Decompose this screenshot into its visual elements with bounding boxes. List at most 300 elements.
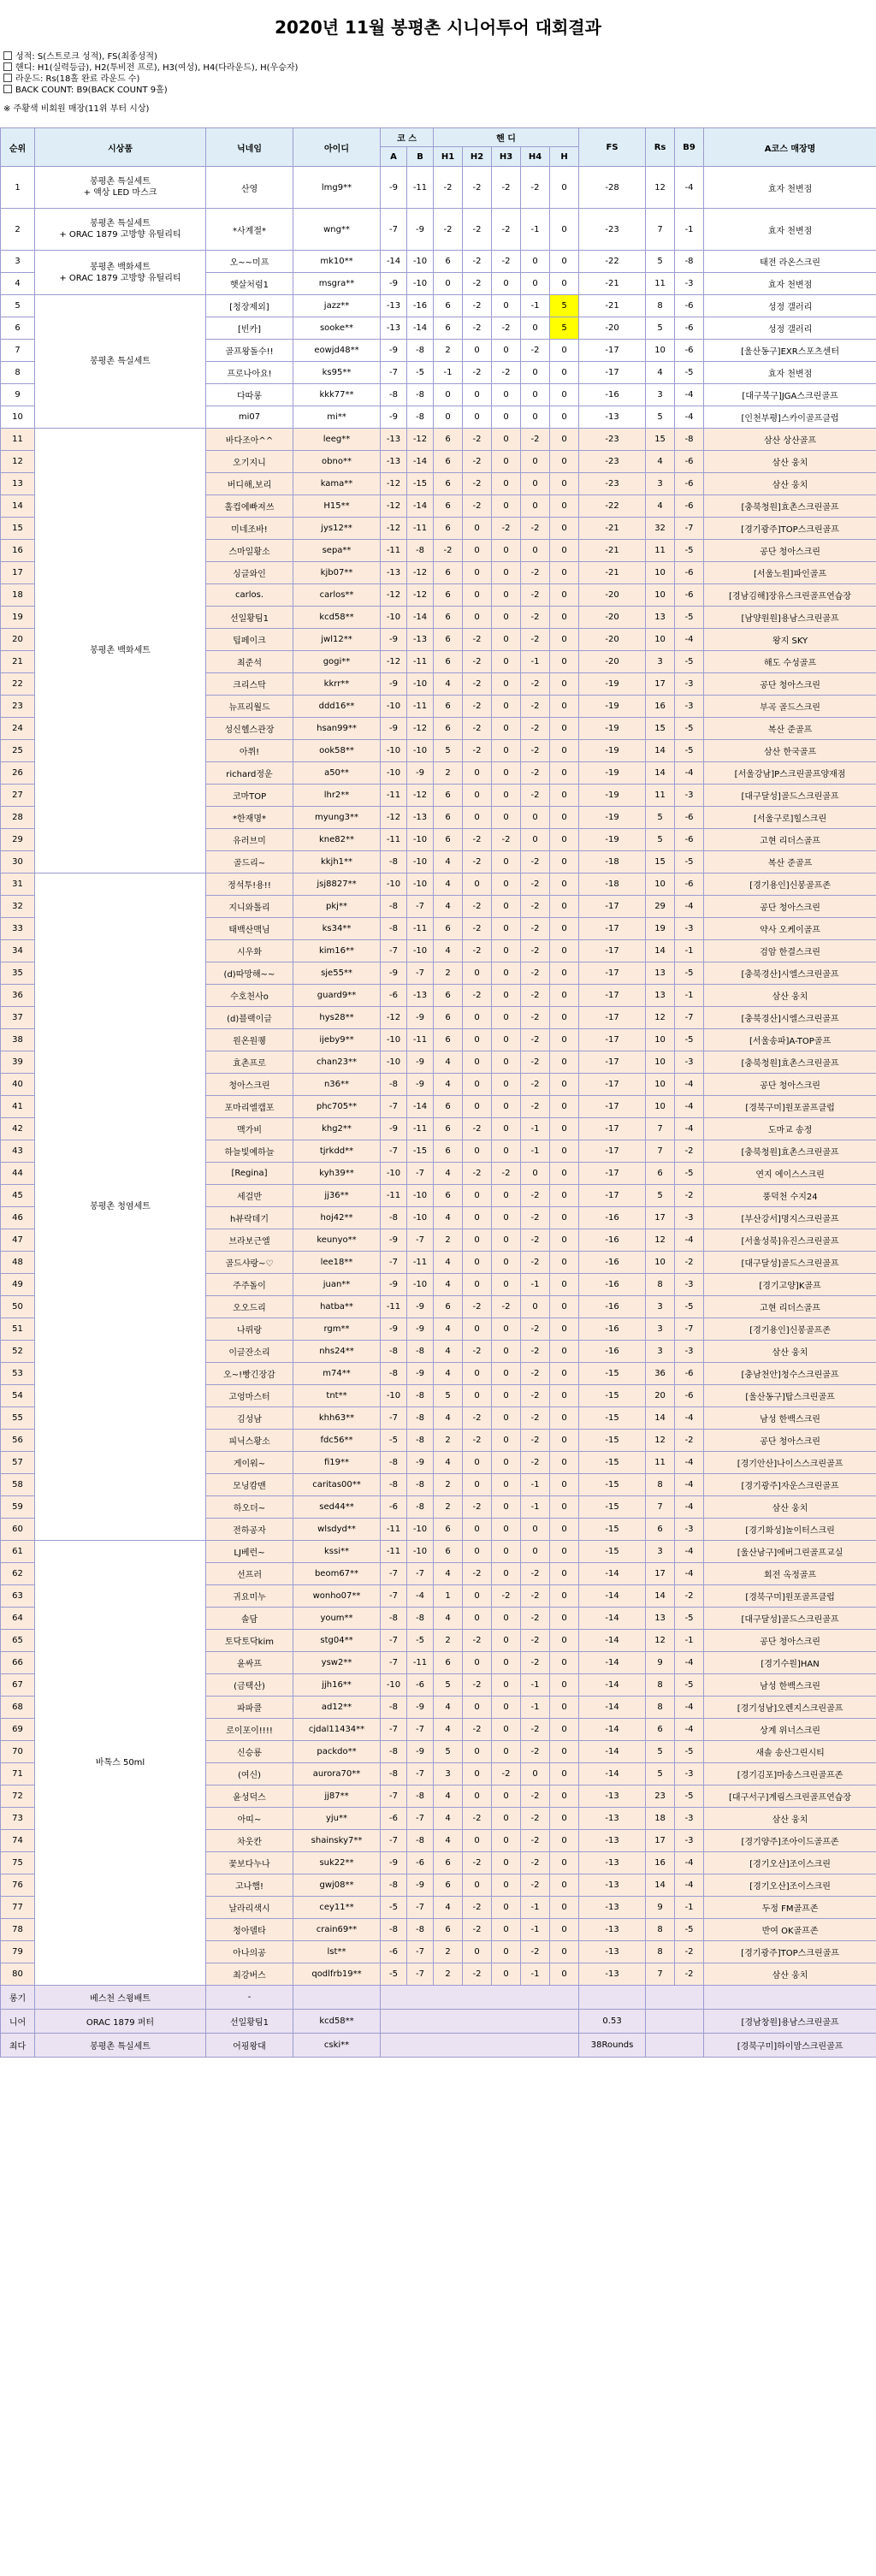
nick-cell: 포마리엘캡포: [206, 1096, 293, 1118]
nick-cell: 오~~미프: [206, 251, 293, 273]
fs-cell: -13: [579, 1941, 646, 1963]
h-cell: 0: [550, 429, 579, 451]
rs-cell: 5: [646, 1763, 675, 1785]
h2-cell: -2: [463, 651, 492, 673]
rank-cell: 29: [1, 829, 35, 851]
h-cell: 0: [550, 1630, 579, 1652]
nick-cell: 나뤼랑: [206, 1318, 293, 1341]
b9-cell: -5: [675, 607, 704, 629]
rs-cell: 8: [646, 1941, 675, 1963]
h1-cell: 2: [434, 1430, 463, 1452]
rank-cell: 40: [1, 1074, 35, 1096]
h2-cell: 0: [463, 962, 492, 985]
rank-cell: 62: [1, 1563, 35, 1585]
h4-cell: -2: [521, 1630, 550, 1652]
h3-cell: 0: [492, 1029, 521, 1051]
h4-cell: -2: [521, 940, 550, 962]
fs-cell: -14: [579, 1763, 646, 1785]
h1-cell: 6: [434, 562, 463, 584]
table-row: [1, 209, 876, 251]
b9-cell: -6: [675, 473, 704, 495]
a-cell: -8: [381, 1608, 407, 1630]
nick-cell: 오~!빵긴장감: [206, 1363, 293, 1385]
rs-cell: 14: [646, 940, 675, 962]
store-cell: 연지 에이스스크린: [704, 1163, 876, 1185]
b9-cell: -3: [675, 1830, 704, 1852]
h4-cell: -2: [521, 429, 550, 451]
h3-cell: -2: [492, 518, 521, 540]
fs-cell: -20: [579, 607, 646, 629]
rs-cell: 9: [646, 1652, 675, 1674]
fs-cell: -22: [579, 495, 646, 518]
rs-cell: 7: [646, 1140, 675, 1163]
h1-cell: 4: [434, 1830, 463, 1852]
b-cell: -10: [407, 273, 434, 295]
h2-cell: -2: [463, 1430, 492, 1452]
note-item: 핸디: H1(실력등급), H2(투비전 프로), H3(여성), H4(다라운드), H(우승자): [3, 62, 876, 74]
rs-cell: 8: [646, 1674, 675, 1697]
nick-cell: 윤성덕스: [206, 1785, 293, 1808]
h1-cell: 4: [434, 1563, 463, 1585]
store-cell: 약사 오케이골프: [704, 918, 876, 940]
h-cell: 0: [550, 718, 579, 740]
rs-cell: 5: [646, 829, 675, 851]
b-cell: -10: [407, 1274, 434, 1296]
fs-cell: -17: [579, 940, 646, 962]
b-cell: -11: [407, 1029, 434, 1051]
rank-cell: 21: [1, 651, 35, 673]
nick-cell: 오기지니: [206, 451, 293, 473]
h4-cell: -2: [521, 851, 550, 873]
h-cell: 0: [550, 1274, 579, 1296]
a-cell: -13: [381, 295, 407, 317]
h4-cell: 0: [521, 273, 550, 295]
h1-cell: 4: [434, 1207, 463, 1229]
h1-cell: 6: [434, 1919, 463, 1941]
rank-cell: 51: [1, 1318, 35, 1341]
checkbox-icon: [3, 85, 12, 93]
b-cell: -9: [407, 1697, 434, 1719]
b-cell: -14: [407, 607, 434, 629]
b-cell: -8: [407, 1407, 434, 1430]
h-cell: 0: [550, 740, 579, 762]
h3-cell: 0: [492, 607, 521, 629]
rs-cell: 16: [646, 696, 675, 718]
b-cell: -8: [407, 384, 434, 406]
nick-cell: 솔담: [206, 1608, 293, 1630]
h1-cell: 6: [434, 495, 463, 518]
id-cell: gwj08**: [293, 1874, 381, 1897]
rs-cell: 6: [646, 1163, 675, 1185]
a-cell: -9: [381, 962, 407, 985]
b9-cell: -5: [675, 1919, 704, 1941]
store-cell: 효자 천변점: [704, 362, 876, 384]
nick-cell: (d)따망해~~: [206, 962, 293, 985]
b-cell: -7: [407, 1229, 434, 1252]
fs-cell: -19: [579, 718, 646, 740]
rank-cell: 13: [1, 473, 35, 495]
store-cell: [경기광주]TOP스크린골프: [704, 518, 876, 540]
a-cell: -7: [381, 1096, 407, 1118]
rs-cell: 10: [646, 1252, 675, 1274]
store-cell: [경북구미]원포골프클럽: [704, 1585, 876, 1608]
fs-cell: -13: [579, 1919, 646, 1941]
rank-cell: 76: [1, 1874, 35, 1897]
h1-cell: 4: [434, 1719, 463, 1741]
a-cell: -12: [381, 473, 407, 495]
rs-cell: 14: [646, 740, 675, 762]
id-cell: juan**: [293, 1274, 381, 1296]
special-blank-cell: [381, 2034, 579, 2058]
fs-cell: -19: [579, 673, 646, 696]
store-cell: 삼산 웅치: [704, 1341, 876, 1363]
h4-cell: -2: [521, 1585, 550, 1608]
b-cell: -9: [407, 762, 434, 785]
rs-cell: 17: [646, 1563, 675, 1585]
b-cell: -12: [407, 785, 434, 807]
h-cell: 0: [550, 896, 579, 918]
h3-cell: 0: [492, 1630, 521, 1652]
a-cell: -7: [381, 1719, 407, 1741]
rs-cell: 10: [646, 1051, 675, 1074]
b-cell: -14: [407, 451, 434, 473]
h4-cell: 0: [521, 362, 550, 384]
h-cell: 0: [550, 918, 579, 940]
h3-cell: 0: [492, 696, 521, 718]
fs-cell: -15: [579, 1519, 646, 1541]
a-cell: -7: [381, 1630, 407, 1652]
b9-cell: -3: [675, 1051, 704, 1074]
table-row: [1, 429, 876, 451]
b9-cell: -1: [675, 1630, 704, 1652]
nick-cell: 골드리~: [206, 851, 293, 873]
checkbox-icon: [3, 51, 12, 60]
b9-cell: -4: [675, 1697, 704, 1719]
h-cell: 0: [550, 1919, 579, 1941]
b-cell: -11: [407, 1118, 434, 1140]
h2-cell: 0: [463, 1652, 492, 1674]
h2-cell: 0: [463, 1763, 492, 1785]
h1-cell: 6: [434, 785, 463, 807]
b-cell: -11: [407, 1252, 434, 1274]
h1-cell: 6: [434, 473, 463, 495]
fs-cell: -17: [579, 1140, 646, 1163]
b9-cell: -8: [675, 251, 704, 273]
h2-cell: -2: [463, 985, 492, 1007]
h3-cell: -2: [492, 167, 521, 209]
h3-cell: 0: [492, 1274, 521, 1296]
h2-cell: 0: [463, 384, 492, 406]
header-row: [1, 128, 876, 147]
id-cell: stg04**: [293, 1630, 381, 1652]
b-cell: -15: [407, 1140, 434, 1163]
rank-cell: 28: [1, 807, 35, 829]
h4-cell: -2: [521, 607, 550, 629]
b-cell: -11: [407, 1652, 434, 1674]
h-cell: 0: [550, 362, 579, 384]
a-cell: -11: [381, 785, 407, 807]
id-cell: sepa**: [293, 540, 381, 562]
special-id-cell: cski**: [293, 2034, 381, 2058]
id-cell: eowjd48**: [293, 340, 381, 362]
fs-cell: -23: [579, 429, 646, 451]
h4-cell: 0: [521, 1296, 550, 1318]
col-b9: B9: [675, 128, 704, 167]
h3-cell: 0: [492, 740, 521, 762]
rank-cell: 4: [1, 273, 35, 295]
h3-cell: 0: [492, 1229, 521, 1252]
h2-cell: 0: [463, 540, 492, 562]
rs-cell: 15: [646, 718, 675, 740]
store-cell: [인천부평]스카이골프클럽: [704, 406, 876, 429]
rs-cell: 11: [646, 1452, 675, 1474]
h-cell: 0: [550, 651, 579, 673]
nick-cell: 효촌프로: [206, 1051, 293, 1074]
h-cell: 0: [550, 629, 579, 651]
h-cell: 0: [550, 1096, 579, 1118]
rs-cell: 19: [646, 918, 675, 940]
h1-cell: 4: [434, 1163, 463, 1185]
fs-cell: -15: [579, 1496, 646, 1519]
h1-cell: 6: [434, 1007, 463, 1029]
h-cell: 0: [550, 1941, 579, 1963]
note-item: BACK COUNT: B9(BACK COUNT 9홀): [3, 85, 876, 96]
store-cell: 고현 리더스골프: [704, 829, 876, 851]
h-cell: 0: [550, 1608, 579, 1630]
h2-cell: -2: [463, 1719, 492, 1741]
h4-cell: 0: [521, 807, 550, 829]
b-cell: -10: [407, 1185, 434, 1207]
h1-cell: 6: [434, 1652, 463, 1674]
b9-cell: -4: [675, 406, 704, 429]
h1-cell: 2: [434, 340, 463, 362]
store-cell: [경기오산]조이스크린: [704, 1874, 876, 1897]
h1-cell: 2: [434, 1630, 463, 1652]
h-cell: 0: [550, 1118, 579, 1140]
h-cell: 0: [550, 1585, 579, 1608]
a-cell: -7: [381, 1585, 407, 1608]
h4-cell: -1: [521, 1274, 550, 1296]
h2-cell: -2: [463, 851, 492, 873]
rank-cell: 3: [1, 251, 35, 273]
special-label-cell: 롱기: [1, 1986, 35, 2010]
h4-cell: 0: [521, 473, 550, 495]
h2-cell: -2: [463, 940, 492, 962]
id-cell: hatba**: [293, 1296, 381, 1318]
rs-cell: 17: [646, 1207, 675, 1229]
rank-cell: 57: [1, 1452, 35, 1474]
rank-cell: 10: [1, 406, 35, 429]
b-cell: -8: [407, 1830, 434, 1852]
a-cell: -11: [381, 1185, 407, 1207]
b-cell: -7: [407, 1941, 434, 1963]
fs-cell: -14: [579, 1697, 646, 1719]
rank-cell: 45: [1, 1185, 35, 1207]
h-cell: 0: [550, 673, 579, 696]
store-cell: [경기용인]신봉골프존: [704, 1318, 876, 1341]
b9-cell: -4: [675, 1096, 704, 1118]
a-cell: -8: [381, 1763, 407, 1785]
id-cell: obno**: [293, 451, 381, 473]
id-cell: rgm**: [293, 1318, 381, 1341]
id-cell: msgra**: [293, 273, 381, 295]
b9-cell: -3: [675, 785, 704, 807]
fs-cell: -20: [579, 629, 646, 651]
col-prize: 시상품: [35, 128, 206, 167]
h-cell: 0: [550, 1363, 579, 1385]
id-cell: chan23**: [293, 1051, 381, 1074]
fs-cell: -13: [579, 406, 646, 429]
fs-cell: -17: [579, 1029, 646, 1051]
h2-cell: -2: [463, 1852, 492, 1874]
h4-cell: -2: [521, 1007, 550, 1029]
h4-cell: -2: [521, 740, 550, 762]
nick-cell: 청아델타: [206, 1919, 293, 1941]
h-cell: 0: [550, 1318, 579, 1341]
id-cell: pkj**: [293, 896, 381, 918]
store-cell: [남양원원]용남스크린골프: [704, 607, 876, 629]
a-cell: -10: [381, 696, 407, 718]
h1-cell: 4: [434, 1252, 463, 1274]
col-handi: 핸 디: [434, 128, 579, 147]
fs-cell: -15: [579, 1452, 646, 1474]
special-blank-cell: [646, 2034, 704, 2058]
b-cell: -7: [407, 1808, 434, 1830]
b9-cell: -4: [675, 167, 704, 209]
h4-cell: -2: [521, 1452, 550, 1474]
nick-cell: 브라보근엘: [206, 1229, 293, 1252]
h4-cell: -1: [521, 1140, 550, 1163]
a-cell: -6: [381, 985, 407, 1007]
h3-cell: 0: [492, 1341, 521, 1363]
h4-cell: -2: [521, 1341, 550, 1363]
fs-cell: -19: [579, 762, 646, 785]
fs-cell: -15: [579, 1385, 646, 1407]
b9-cell: -4: [675, 1652, 704, 1674]
a-cell: -9: [381, 1318, 407, 1341]
results-body: [1, 167, 876, 1986]
id-cell: lst**: [293, 1941, 381, 1963]
h1-cell: 6: [434, 651, 463, 673]
h1-cell: 5: [434, 740, 463, 762]
b9-cell: -8: [675, 429, 704, 451]
store-cell: 검암 한결스크린: [704, 940, 876, 962]
h3-cell: 0: [492, 918, 521, 940]
a-cell: -8: [381, 1741, 407, 1763]
h2-cell: 0: [463, 762, 492, 785]
h2-cell: 0: [463, 607, 492, 629]
a-cell: -10: [381, 1385, 407, 1407]
h4-cell: 0: [521, 1163, 550, 1185]
fs-cell: -21: [579, 518, 646, 540]
a-cell: -10: [381, 1029, 407, 1051]
h4-cell: 0: [521, 251, 550, 273]
h3-cell: 0: [492, 1830, 521, 1852]
rank-cell: 56: [1, 1430, 35, 1452]
a-cell: -7: [381, 1407, 407, 1430]
h3-cell: -2: [492, 1585, 521, 1608]
store-cell: 공단 청아스크린: [704, 540, 876, 562]
h2-cell: 0: [463, 1697, 492, 1719]
a-cell: -7: [381, 1140, 407, 1163]
store-cell: 공단 청아스크린: [704, 1074, 876, 1096]
rs-cell: 3: [646, 651, 675, 673]
fs-cell: -14: [579, 1741, 646, 1763]
h3-cell: 0: [492, 1519, 521, 1541]
id-cell: hoj42**: [293, 1207, 381, 1229]
id-cell: wng**: [293, 209, 381, 251]
h-cell: 5: [550, 317, 579, 340]
rank-cell: 68: [1, 1697, 35, 1719]
h-cell: 0: [550, 829, 579, 851]
id-cell: packdo**: [293, 1741, 381, 1763]
rs-cell: 17: [646, 1830, 675, 1852]
a-cell: -8: [381, 1474, 407, 1496]
b9-cell: -4: [675, 1719, 704, 1741]
id-cell: kkrr**: [293, 673, 381, 696]
rs-cell: 20: [646, 1385, 675, 1407]
h3-cell: 0: [492, 473, 521, 495]
id-cell: sje55**: [293, 962, 381, 985]
id-cell: kkjh1**: [293, 851, 381, 873]
nick-cell: 날라리색시: [206, 1897, 293, 1919]
h3-cell: 0: [492, 1963, 521, 1986]
rs-cell: 13: [646, 1608, 675, 1630]
h1-cell: 2: [434, 1496, 463, 1519]
special-awards: [1, 1986, 876, 2058]
h-cell: 0: [550, 1785, 579, 1808]
b9-cell: -3: [675, 1274, 704, 1296]
fs-cell: -15: [579, 1430, 646, 1452]
h1-cell: 6: [434, 718, 463, 740]
nick-cell: 토닥토닥kim: [206, 1630, 293, 1652]
h-cell: 0: [550, 1430, 579, 1452]
id-cell: cey11**: [293, 1897, 381, 1919]
special-id-cell: [293, 1986, 381, 2010]
h2-cell: 0: [463, 1608, 492, 1630]
id-cell: shainsky7**: [293, 1830, 381, 1852]
col-h3: H3: [492, 147, 521, 167]
nick-cell: 하늘빛예하늘: [206, 1140, 293, 1163]
id-cell: kne82**: [293, 829, 381, 851]
b-cell: -8: [407, 1496, 434, 1519]
nick-cell: 미네조바!: [206, 518, 293, 540]
a-cell: -6: [381, 1941, 407, 1963]
h-cell: 0: [550, 340, 579, 362]
b9-cell: -2: [675, 1140, 704, 1163]
nick-cell: 지니와톨리: [206, 896, 293, 918]
h1-cell: 2: [434, 1963, 463, 1986]
b-cell: -12: [407, 584, 434, 607]
h1-cell: 6: [434, 1296, 463, 1318]
nick-cell: 아나의공: [206, 1941, 293, 1963]
nick-cell: 차웃칸: [206, 1830, 293, 1852]
h3-cell: 0: [492, 1897, 521, 1919]
h-cell: 0: [550, 1296, 579, 1318]
h-cell: 0: [550, 1185, 579, 1207]
store-cell: [경기광주]자운스크린골프: [704, 1474, 876, 1496]
h-cell: 0: [550, 1741, 579, 1763]
h3-cell: -2: [492, 1763, 521, 1785]
store-cell: 공단 청아스크린: [704, 673, 876, 696]
a-cell: -13: [381, 451, 407, 473]
b9-cell: -1: [675, 940, 704, 962]
h3-cell: 0: [492, 1719, 521, 1741]
a-cell: -7: [381, 362, 407, 384]
h-cell: 0: [550, 1519, 579, 1541]
h-cell: 0: [550, 1207, 579, 1229]
h4-cell: -2: [521, 1874, 550, 1897]
